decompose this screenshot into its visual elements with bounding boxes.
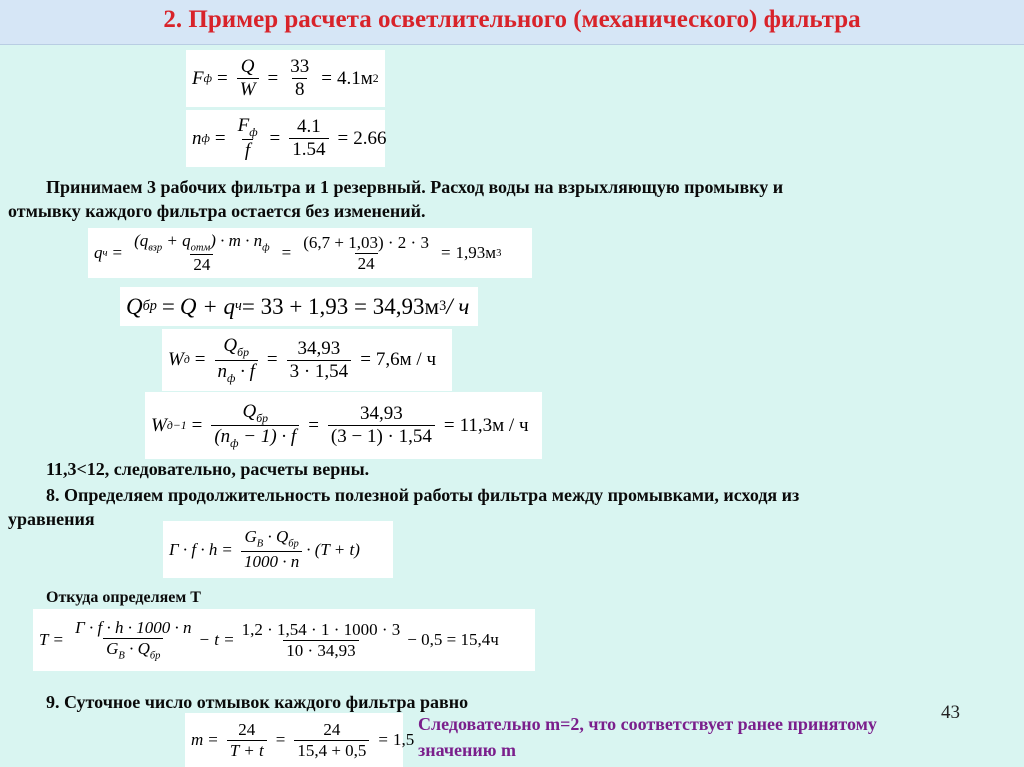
f6-lhs: W — [151, 414, 167, 436]
paragraph-filters-line2: отмывку каждого фильтра остается без изменений. — [8, 201, 426, 222]
f8-num1: Г · f · h · 1000 · n — [75, 617, 192, 637]
f1-den2: 8 — [292, 78, 308, 101]
formula-filter-area: F ф = $\frac{Q}{W}$ = $\frac{33}{8}$ = 4.1м 2 — [186, 50, 385, 107]
f6-den1-tail: − 1) · f — [238, 426, 297, 447]
f7-num1-tail: · Q — [263, 527, 289, 547]
f2-lhs: n — [192, 127, 202, 149]
f9-num2: 24 — [323, 719, 341, 739]
f8-mid: − t = — [198, 630, 235, 649]
formula-total-flow: Q бр = Q + q ч = 33 + 1,93 = 34,93м 3 / ч — [120, 287, 478, 326]
f5-num1: Q — [223, 335, 238, 357]
f6-num2: 34,93 — [360, 403, 403, 425]
paragraph-define-t: Откуда определяем T — [46, 589, 201, 606]
formula-work-equation: Г · f · h = $\frac{G_В \cdot Q_{бр}}{1000 \cdot n}$ · (T + t) — [163, 521, 393, 578]
f8-den1: G — [106, 638, 119, 658]
f4-rhs: Q + q — [179, 293, 236, 319]
f5-den1: n — [217, 360, 227, 382]
f4-rhs-sub: ч — [235, 298, 242, 314]
f5-den1-tail: · f — [235, 360, 255, 382]
f7-num1-sub2: бр — [288, 538, 299, 550]
f1-den1: W — [237, 78, 259, 101]
formula-wash-count: m = $\frac{24}{T + t}$ = $\frac{24}{15,4 + 0,5}$ = 1,5 — [185, 713, 403, 767]
formula-speed-normal: W д = $\frac{Q_{бр}}{n_ф \cdot f}$ = $\frac{34,93}{3 \cdot 1,54}$ = 7,6м / ч — [162, 329, 452, 391]
f1-lhs: F — [192, 67, 204, 89]
f4-lhs: Q — [126, 293, 143, 319]
paragraph-check: 11,3<12, следовательно, расчеты верны. — [46, 459, 370, 479]
f6-den1-sub: ф — [230, 436, 239, 450]
f6-lhs-sub: д−1 — [166, 418, 187, 432]
f9-result: 1,5 — [393, 730, 415, 749]
f1-lhs-sub: ф — [203, 71, 212, 85]
f6-num1-sub: бр — [256, 411, 269, 425]
f3-num1-sub3: ф — [262, 242, 270, 254]
paragraph-filters-line1: Принимаем 3 рабочих фильтра и 1 резервный. Расход воды на взрыхляющую промывку и — [46, 177, 784, 197]
f3-lhs: q — [94, 243, 103, 262]
f1-result: 4.1м — [336, 67, 373, 89]
f2-num1-sub: ф — [249, 125, 258, 139]
f1-num2: 33 — [290, 56, 310, 78]
f9-den2: 15,4 + 0,5 — [294, 740, 369, 761]
f9-den1: T + t — [227, 740, 267, 761]
f2-num2: 4.1 — [297, 116, 321, 138]
f8-result: − 0,5 = 15,4ч — [407, 630, 499, 649]
conclusion-line2: значению m — [418, 740, 517, 761]
formula-speed-forced: W д−1 = $\frac{Q_{бр}}{(n_ф - 1) \cdot f}$ = $\frac{34,93}{(3 - 1) \cdot 1,54}$ = 11,3м / ч — [145, 392, 542, 459]
f4-value-sup: 3 — [439, 298, 447, 314]
f3-den2: 24 — [355, 253, 378, 274]
f1-num1: Q — [240, 56, 255, 78]
conclusion-line1: Следовательно m=2, что соответствует ранее принятому — [418, 714, 877, 734]
f8-den1-tail: · Q — [124, 638, 150, 658]
f8-den1-sub: В — [118, 649, 125, 661]
f4-lhs-sub: бр — [142, 298, 157, 314]
f3-result: 1,93м — [455, 243, 497, 262]
paragraph-step8-line2: уравнения — [8, 509, 95, 530]
f2-den1: f — [242, 139, 253, 162]
f7-lhs: Г · f · h — [169, 539, 218, 559]
f5-num1-sub: бр — [237, 345, 249, 359]
f6-den2: (3 − 1) · 1,54 — [328, 425, 435, 448]
f3-den1: 24 — [190, 254, 213, 275]
f2-den2: 1.54 — [289, 138, 328, 161]
paragraph-filters — [8, 175, 1018, 224]
f8-lhs: T — [39, 630, 49, 649]
f5-lhs-sub: д — [183, 353, 190, 366]
slide-title: 2. Пример расчета осветлительного (механического) фильтра — [163, 6, 861, 33]
f1-result-sup: 2 — [372, 71, 379, 85]
f5-den2: 3 · 1,54 — [287, 360, 352, 383]
formula-wash-flow: q ч = $\frac{(q_{взр} + q_{отм}) \cdot m \cdot n_ф}{24}$ = $\frac{(6,7 + 1,03) \cdot 2 \cdot 3}{24}$ = 1,93м 3 — [88, 228, 532, 278]
f6-result: 11,3м / ч — [459, 414, 529, 436]
paragraph-step8 — [8, 483, 1018, 532]
f7-num1-sub: В — [256, 538, 264, 550]
f5-den1-sub: ф — [227, 371, 236, 385]
formula-work-time: T = $\frac{Г \cdot f \cdot h \cdot 1000 \cdot n}{G_В \cdot Q_{бр}}$ − t = $\frac{1,2 \cdot 1,54 \cdot 1 \cdot 1000 \cdot 3}{10 \cdot 34,93}$ − 0,5 = 15,4ч — [33, 609, 535, 671]
f6-num1: Q — [242, 400, 257, 422]
f4-value: = 33 + 1,93 = 34,93м — [241, 293, 440, 319]
f4-unit: / ч — [446, 293, 470, 319]
f5-lhs: W — [168, 349, 184, 370]
f3-num1-sub1: взр — [148, 242, 163, 254]
f6-den1: (n — [214, 426, 231, 447]
f2-result: 2.66 — [353, 127, 387, 149]
f7-num1: G — [244, 527, 257, 547]
f3-num2: (6,7 + 1,03) · 2 · 3 — [303, 232, 429, 252]
f5-result: 7,6м / ч — [375, 349, 437, 370]
paragraph-step9: 9. Суточное число отмывок каждого фильтра равно — [46, 692, 469, 712]
f9-num1: 24 — [238, 719, 256, 739]
f7-tail: · (T + t) — [306, 539, 360, 559]
f8-den2: 10 · 34,93 — [283, 640, 358, 661]
f5-num2: 34,93 — [297, 337, 341, 359]
f8-num2: 1,2 · 1,54 · 1 · 1000 · 3 — [241, 619, 401, 639]
formula-filter-count: n ф = $\frac{F_ф}{f}$ = $\frac{4.1}{1.54}$ = 2.66 — [186, 110, 385, 167]
conclusion-text — [418, 711, 877, 763]
f3-lhs-sub: ч — [102, 247, 108, 259]
f3-num1-mid: + q — [162, 230, 191, 250]
f3-result-sup: 3 — [496, 247, 502, 259]
f3-num1-sub2: отм — [190, 242, 211, 254]
page-number: 43 — [941, 702, 960, 723]
f3-num1: (q — [134, 230, 149, 250]
f8-den1-sub2: бр — [149, 649, 161, 661]
f7-den1: 1000 · n — [241, 551, 302, 572]
f2-num1: F — [237, 114, 250, 136]
f3-num1-tail: ) · m · n — [210, 230, 263, 250]
paragraph-step8-line1: 8. Определяем продолжительность полезной работы фильтра между промывками, исходя из — [46, 485, 800, 505]
f2-lhs-sub: ф — [201, 131, 210, 145]
f9-lhs: m — [191, 730, 204, 749]
